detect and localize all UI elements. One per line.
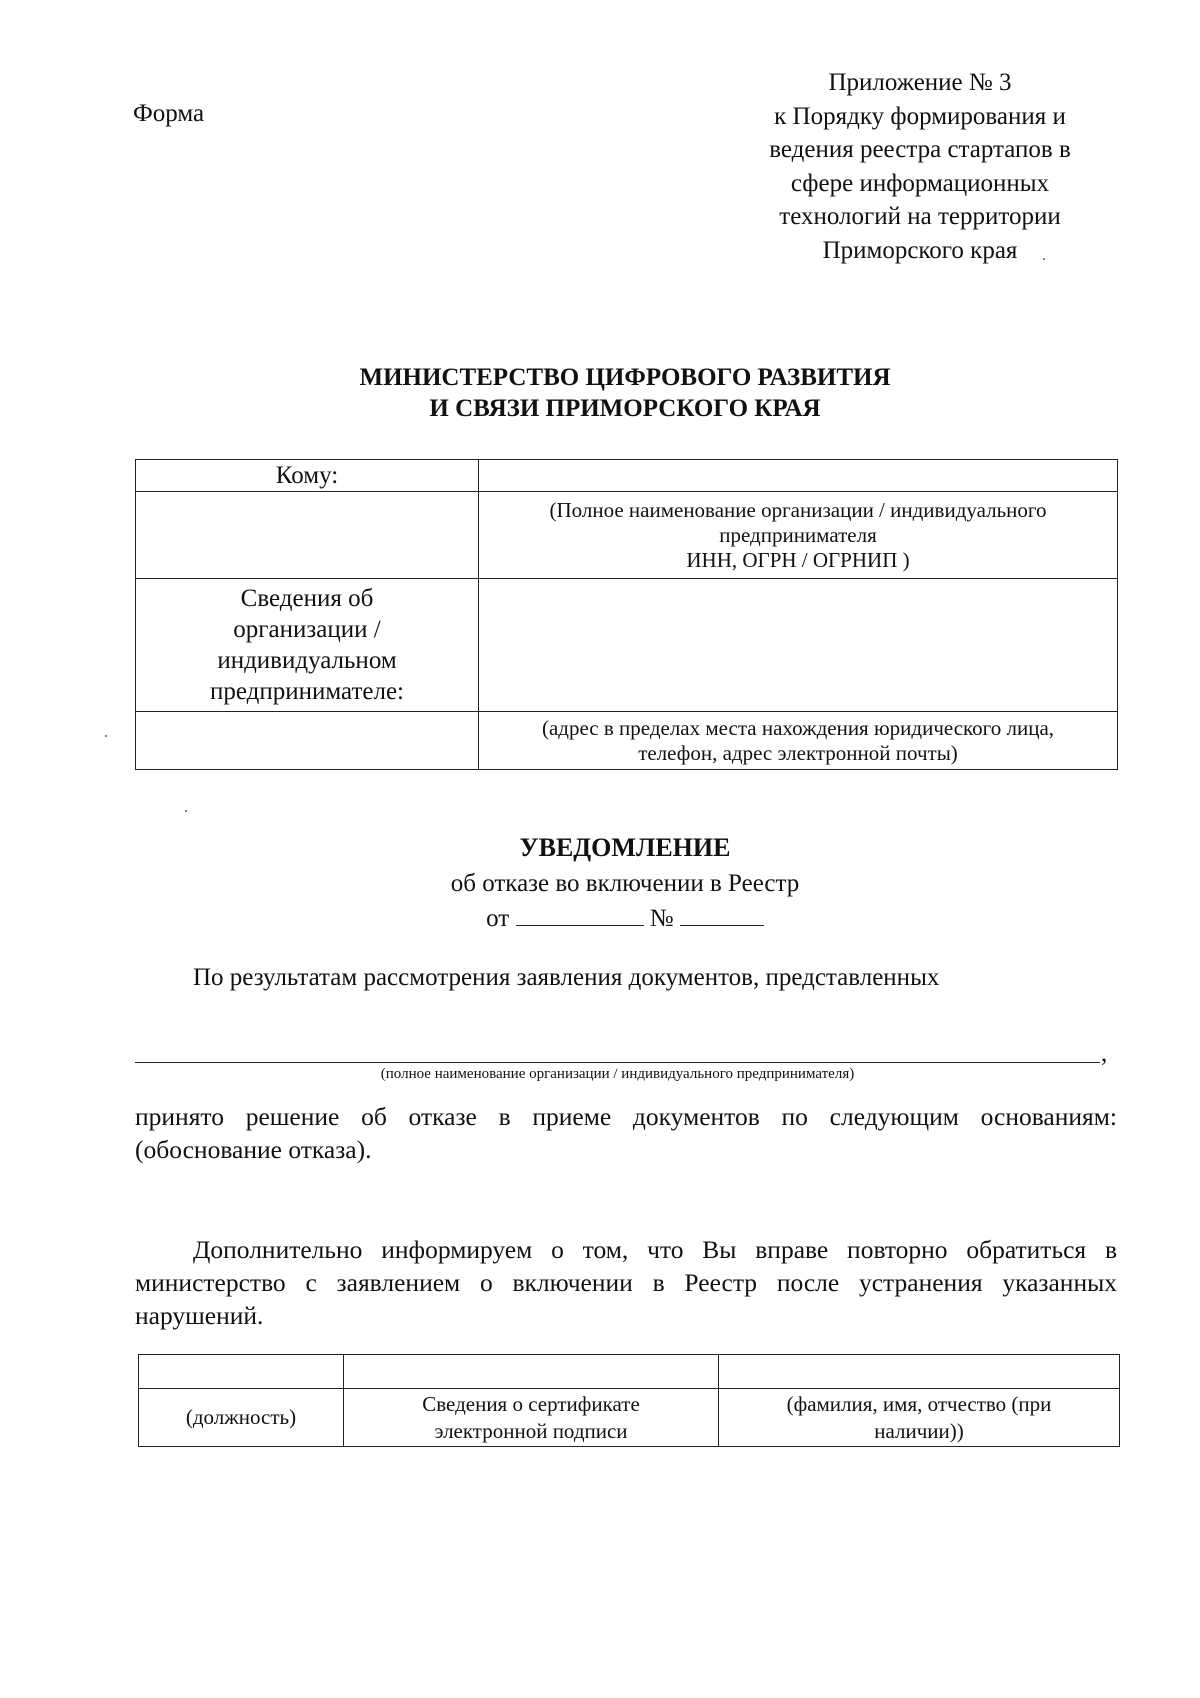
info-label xyxy=(136,579,479,712)
address-hint-line: (адрес в пределах места нахождения юридического лица, xyxy=(541,715,1055,740)
ministry-line-2: И СВЯЗИ ПРИМОРСКОГО КРАЯ xyxy=(429,395,821,422)
notice-title: УВЕДОМЛЕНИЕ xyxy=(519,833,731,862)
appendix-line: ведения реестра стартапов в xyxy=(769,136,1071,163)
recipient-table xyxy=(135,459,1118,770)
organization-name-blank[interactable] xyxy=(135,1062,1100,1063)
ministry-line-1: МИНИСТЕРСТВО ЦИФРОВОГО РАЗВИТИЯ xyxy=(359,364,891,391)
number-blank[interactable] xyxy=(680,903,764,926)
empty-cell xyxy=(136,712,479,770)
appendix-line: Приморского края xyxy=(822,236,1018,264)
info-label-line: индивидуальном xyxy=(217,647,397,674)
signature-table xyxy=(138,1354,1120,1447)
to-field[interactable] xyxy=(479,460,1118,492)
date-prefix: от xyxy=(486,905,510,932)
info-field[interactable] xyxy=(479,579,1118,712)
full-name-caption-line: (фамилия, имя, отчество (при xyxy=(786,1391,1052,1416)
name-hint-line: (Полное наименование организации / индивидуального xyxy=(549,497,1047,522)
decision-paragraph: принято решение об отказе в приеме документов по следующим основаниям: (обоснование отказа). xyxy=(135,1102,1117,1164)
info-label-line: организации / xyxy=(233,616,381,643)
full-name-caption-line: наличии)) xyxy=(874,1418,964,1443)
appendix-line: к Порядку формирования и xyxy=(774,102,1066,130)
number-sign: № xyxy=(649,905,674,932)
full-name-field[interactable] xyxy=(719,1355,1120,1389)
full-name-caption xyxy=(719,1389,1120,1447)
certificate-field[interactable] xyxy=(344,1355,719,1389)
date-blank[interactable] xyxy=(516,903,644,926)
intro-text: По результатам рассмотрения заявления документов, представленных xyxy=(193,964,940,991)
form-label: Форма xyxy=(133,100,205,127)
position-caption: (должность) xyxy=(139,1389,344,1447)
certificate-caption-line: электронной подписи xyxy=(434,1418,628,1443)
info-label-line: Сведения об xyxy=(240,585,374,612)
address-hint xyxy=(479,712,1118,770)
name-hint-line: предпринимателя xyxy=(719,522,877,547)
position-field[interactable] xyxy=(139,1355,344,1389)
appendix-line: сфере информационных xyxy=(790,169,1050,197)
appendix-block xyxy=(690,66,1150,267)
notice-date-line xyxy=(150,903,1100,933)
additional-info-paragraph: Дополнительно информируем о том, что Вы вправе повторно обратиться в министерство с заявлением о включении в Реестр после устранения указанных нарушений. xyxy=(135,1235,1117,1330)
name-hint-line: ИНН, ОГРН / ОГРНИП ) xyxy=(686,547,910,572)
info-label-line: предпринимателе: xyxy=(209,678,405,705)
address-hint-line: телефон, адрес электронной почты) xyxy=(638,740,958,765)
appendix-line: технологий на территории xyxy=(779,203,1061,230)
to-label: Кому: xyxy=(136,460,479,492)
blank-comma: , xyxy=(1101,1040,1108,1067)
ministry-title xyxy=(150,362,1100,424)
certificate-caption-line: Сведения о сертификате xyxy=(422,1391,640,1416)
appendix-line: Приложение № 3 xyxy=(828,69,1012,96)
scan-speck xyxy=(105,735,107,737)
notice-subtitle: об отказе во включении в Реестр xyxy=(450,870,800,897)
organization-name-caption: (полное наименование организации / индивидуального предпринимателя) xyxy=(380,1066,855,1082)
empty-cell xyxy=(136,492,479,579)
scan-speck xyxy=(1043,258,1045,260)
certificate-caption xyxy=(344,1389,719,1447)
name-hint xyxy=(479,492,1118,579)
scan-speck xyxy=(185,810,187,812)
